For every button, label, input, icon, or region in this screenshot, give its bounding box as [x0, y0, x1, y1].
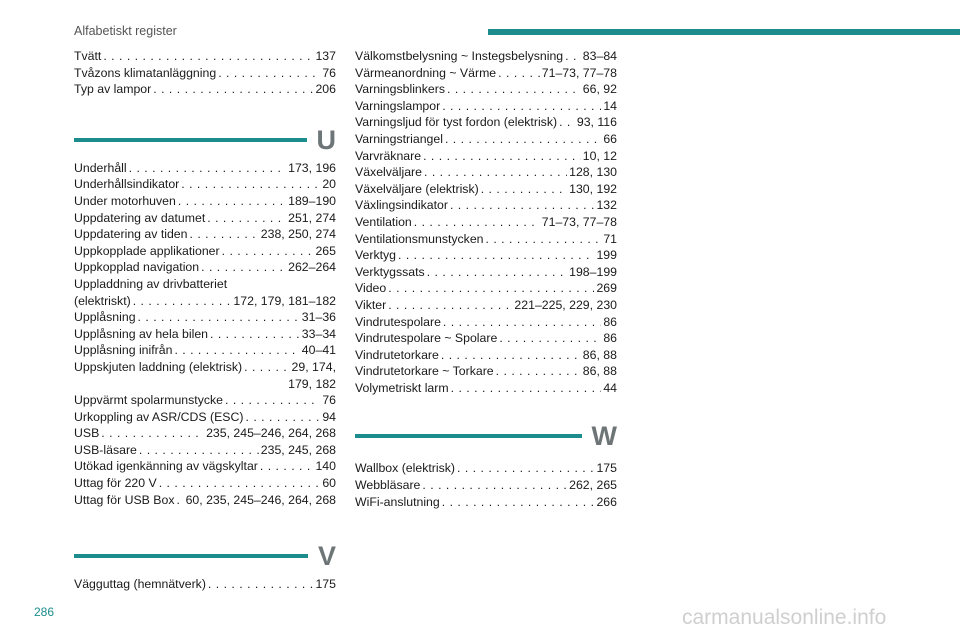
index-term: USB [74, 426, 100, 441]
section-header-w [355, 418, 617, 454]
section-divider [74, 138, 307, 142]
leader-dots [225, 392, 320, 409]
index-term: Växelväljare [355, 165, 422, 180]
section-divider [355, 434, 582, 438]
index-entry [355, 65, 617, 82]
leader-dots [201, 259, 286, 276]
index-column-right [355, 48, 617, 510]
index-entry [74, 409, 336, 426]
index-entry [355, 164, 617, 181]
section-letter: U [316, 124, 336, 155]
index-entry [355, 214, 617, 231]
index-pages: 132 [596, 198, 617, 213]
index-pages: 83–84 [582, 49, 617, 63]
index-entry [355, 363, 617, 380]
index-entry-continuation [74, 293, 336, 310]
leader-dots [189, 226, 258, 243]
index-pages: 71–73, 77–78 [541, 65, 617, 80]
leader-dots [178, 193, 286, 210]
leader-dots [218, 65, 320, 82]
index-pages: 235, 245, 268 [260, 442, 336, 457]
leader-dots [442, 98, 601, 115]
leader-dots [388, 297, 512, 314]
index-term: Urkoppling av ASR/CDS (ESC) [74, 409, 244, 424]
index-term: Underhåll [74, 160, 127, 175]
index-entry [74, 309, 336, 326]
leader-dots [176, 492, 183, 509]
index-column-left [74, 48, 336, 593]
index-entry [355, 314, 617, 331]
index-pages: 14 [603, 98, 617, 113]
index-entry [355, 181, 617, 198]
index-pages: 266 [596, 494, 617, 509]
index-pages: 269 [596, 281, 617, 296]
index-term: Växlingsindikator [355, 198, 448, 213]
index-entry [74, 359, 336, 392]
index-pages: 86 [603, 314, 617, 329]
index-term: Uppvärmt spolarmunstycke [74, 393, 223, 408]
index-term: Varningslampor [355, 98, 441, 113]
index-entry [74, 326, 336, 343]
index-term: Vindrutespolare ~ Spolare [355, 331, 498, 346]
index-term: Varningstriangel [355, 131, 443, 146]
leader-dots [443, 314, 601, 331]
index-pages: 172, 179, 181–182 [233, 293, 336, 308]
index-term: WiFi-anslutning [355, 494, 440, 509]
index-entry [74, 475, 336, 492]
leader-dots [427, 264, 567, 281]
index-pages: 33–34 [301, 326, 336, 341]
leader-dots [450, 197, 595, 214]
index-term: Uppdatering av tiden [74, 227, 188, 242]
index-pages: 238, 250, 274 [260, 227, 336, 242]
index-pages: 44 [603, 380, 617, 395]
index-entry [74, 160, 336, 177]
index-term: Varvräknare [355, 148, 422, 163]
index-pages: 262, 265 [569, 478, 617, 493]
index-pages: 262–264 [288, 260, 336, 275]
leader-dots [208, 576, 314, 593]
header-accent-bar [488, 29, 960, 35]
index-pages: 40–41 [301, 343, 336, 358]
index-pages: 31–36 [301, 310, 336, 325]
index-entry [74, 342, 336, 359]
index-term: Vindrutetorkare [355, 347, 439, 362]
index-entry [74, 210, 336, 227]
leader-dots [499, 330, 601, 347]
leader-dots [414, 214, 540, 231]
index-entry [74, 176, 336, 193]
index-entry [355, 148, 617, 165]
index-pages: 137 [315, 49, 336, 63]
index-pages: 66 [603, 131, 617, 146]
index-term: Verktygssats [355, 264, 425, 279]
leader-dots [174, 342, 299, 359]
index-term: Välkomstbelysning ~ Instegsbelysning [355, 49, 564, 63]
leader-dots [207, 210, 286, 227]
index-term: Upplåsning av hela bilen [74, 326, 208, 341]
index-entry [74, 492, 336, 509]
leader-dots [159, 475, 321, 492]
index-entry [355, 131, 617, 148]
index-pages: 71–73, 77–78 [541, 214, 617, 229]
leader-dots [388, 280, 594, 297]
page-header-title: Alfabetiskt register [74, 24, 177, 38]
t-entries [74, 48, 336, 98]
index-entry [355, 264, 617, 281]
section-letter: W [591, 421, 617, 452]
leader-dots [441, 347, 581, 364]
index-pages: 173, 196 [288, 160, 336, 175]
index-term: Ventilationsmunstycken [355, 231, 484, 246]
leader-dots [398, 247, 594, 264]
index-term: Varningsljud för tyst fordon (elektrisk) [355, 115, 558, 130]
index-entry [74, 276, 336, 309]
section-divider [74, 554, 308, 558]
index-term: Upplåsning [74, 310, 136, 325]
index-pages: 60, 235, 245–246, 264, 268 [185, 492, 336, 507]
index-term: Tvätt [74, 49, 102, 63]
index-entry [74, 65, 336, 82]
index-pages: 86, 88 [582, 364, 617, 379]
leader-dots [139, 442, 259, 459]
index-pages: 130, 192 [569, 181, 617, 196]
index-entry [355, 280, 617, 297]
section-header-u [74, 122, 336, 158]
index-term: Vikter [355, 297, 387, 312]
leader-dots [138, 309, 300, 326]
index-term: Vindrutetorkare ~ Torkare [355, 364, 494, 379]
leader-dots [153, 81, 313, 98]
index-term: Utökad igenkänning av vägskyltar [74, 459, 258, 474]
index-term: Tvåzons klimatanläggning [74, 65, 217, 80]
index-term: Typ av lampor [74, 82, 152, 97]
v-entries [355, 48, 617, 396]
leader-dots [101, 425, 204, 442]
leader-dots [424, 164, 567, 181]
index-term: Volymetriskt larm [355, 380, 449, 395]
index-entry [355, 477, 617, 494]
leader-dots [129, 160, 286, 177]
index-pages: 10, 12 [582, 148, 617, 163]
leader-dots [103, 48, 313, 65]
index-entry [74, 226, 336, 243]
index-term: Underhållsindikator [74, 177, 180, 192]
index-pages: 128, 130 [569, 165, 617, 180]
index-term: Webbläsare [355, 478, 421, 493]
index-entry [355, 380, 617, 397]
index-pages: 265 [315, 243, 336, 258]
index-entry [355, 98, 617, 115]
index-pages: 94 [322, 409, 336, 424]
index-term: Verktyg [355, 248, 397, 263]
index-pages: 86 [603, 331, 617, 346]
index-term: Uppdatering av datumet [74, 210, 206, 225]
leader-dots [445, 131, 601, 148]
leader-dots [222, 243, 314, 260]
leader-dots [486, 231, 602, 248]
leader-dots [447, 81, 581, 98]
index-pages: 199 [596, 248, 617, 263]
index-pages: 76 [322, 393, 336, 408]
index-pages: 235, 245–246, 264, 268 [206, 426, 336, 441]
u-entries [74, 160, 336, 276]
index-pages: 175 [315, 577, 336, 592]
index-pages: 140 [315, 459, 336, 474]
index-pages: 76 [322, 65, 336, 80]
leader-dots [457, 460, 594, 477]
index-pages-continuation: 179, 182 [288, 376, 336, 391]
index-term: USB-läsare [74, 442, 137, 457]
index-term: Växelväljare (elektrisk) [355, 181, 479, 196]
index-term: Uppkopplad navigation [74, 260, 200, 275]
index-entry [355, 247, 617, 264]
index-entry [74, 81, 336, 98]
v-entries [74, 576, 336, 593]
index-entry [74, 259, 336, 276]
index-entry [355, 494, 617, 511]
leader-dots [245, 409, 320, 426]
index-entry [355, 330, 617, 347]
u-entries [74, 392, 336, 508]
leader-dots [133, 293, 232, 310]
leader-dots [210, 326, 300, 343]
leader-dots [481, 181, 567, 198]
index-pages: 175 [596, 461, 617, 476]
index-entry [355, 48, 617, 65]
index-entry [74, 193, 336, 210]
index-entry [74, 425, 336, 442]
index-pages: 66, 92 [582, 82, 617, 97]
index-term-line: Uppladdning av drivbatteriet [74, 276, 228, 291]
index-entry [74, 243, 336, 260]
index-pages: 29, 174, [291, 359, 336, 374]
leader-dots [565, 48, 581, 65]
index-term: Upplåsning inifrån [74, 343, 173, 358]
index-term: Under motorhuven [74, 193, 176, 208]
leader-dots [244, 359, 289, 376]
page-number: 286 [34, 605, 55, 619]
index-pages: 189–190 [288, 193, 336, 208]
index-entry [74, 442, 336, 459]
index-term: Uppkopplade applikationer [74, 243, 220, 258]
index-term: Video [355, 281, 387, 296]
index-pages: 206 [315, 82, 336, 97]
index-term: Wallbox (elektrisk) [355, 461, 455, 476]
leader-dots [559, 114, 575, 131]
index-entry [355, 81, 617, 98]
index-entry [74, 458, 336, 475]
index-term: Uttag för 220 V [74, 476, 157, 491]
index-term: Värmeanordning ~ Värme [355, 65, 497, 80]
index-pages: 198–199 [569, 264, 617, 279]
index-entry [355, 347, 617, 364]
index-term: Varningsblinkers [355, 82, 445, 97]
index-entry [355, 231, 617, 248]
index-pages: 221–225, 229, 230 [514, 297, 617, 312]
u-entries [74, 309, 336, 359]
index-entry [355, 297, 617, 314]
leader-dots [260, 458, 314, 475]
index-term: Vindrutespolare [355, 314, 441, 329]
section-letter: V [317, 541, 336, 572]
w-entries [355, 460, 617, 510]
leader-dots [423, 148, 581, 165]
watermark: carmanualsonline.info [682, 606, 887, 629]
index-term: Ventilation [355, 214, 412, 229]
index-entry [355, 197, 617, 214]
section-header-v [74, 538, 336, 574]
index-entry [355, 460, 617, 477]
index-entry [74, 48, 336, 65]
index-entry [74, 576, 336, 593]
leader-dots [451, 380, 602, 397]
leader-dots [422, 477, 567, 494]
index-entry [74, 392, 336, 409]
index-pages: 86, 88 [582, 347, 617, 362]
leader-dots [181, 176, 320, 193]
index-pages: 93, 116 [576, 115, 617, 130]
index-pages: 60 [322, 476, 336, 491]
leader-dots [498, 65, 540, 82]
index-pages: 71 [603, 231, 617, 246]
index-entry [355, 114, 617, 131]
index-term: (elektriskt) [74, 293, 131, 308]
index-term: Vägguttag (hemnätverk) [74, 577, 206, 592]
index-term: Uttag för USB Box [74, 492, 175, 507]
index-pages: 251, 274 [288, 210, 336, 225]
leader-dots [496, 363, 581, 380]
index-term: Uppskjuten laddning (elektrisk) [74, 359, 243, 374]
leader-dots [442, 494, 595, 511]
index-pages: 20 [322, 177, 336, 192]
